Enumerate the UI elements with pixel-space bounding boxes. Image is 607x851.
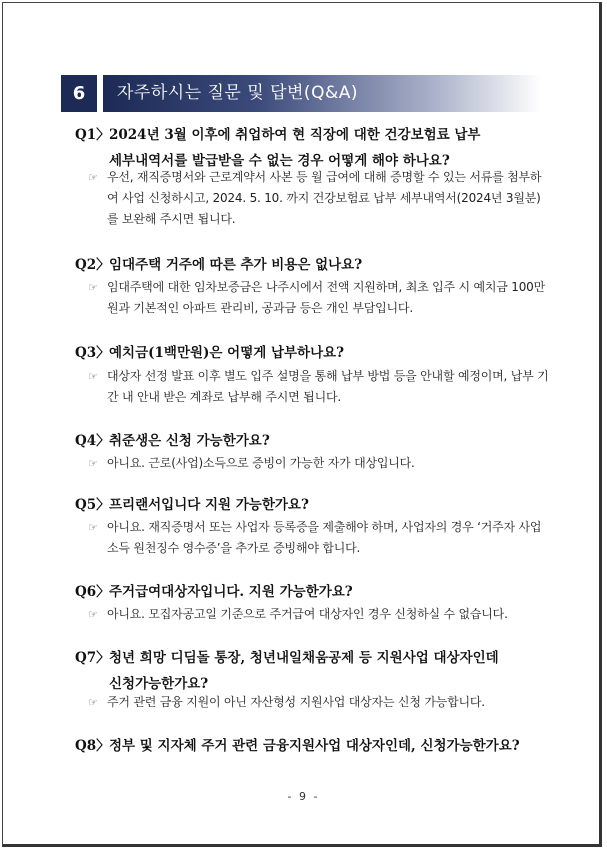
answer-text: 아니요. 모집자공고일 기준으로 주거급여 대상자인 경우 신청하실 수 없습니다. <box>107 607 508 621</box>
question-text-line1: 예치금(1백만원)은 어떻게 납부하나요? <box>109 345 345 361</box>
question-3 <box>75 340 555 366</box>
question-text-line1: 주거급여대상자입니다. 지원 가능한가요? <box>109 584 353 600</box>
answer-5 <box>88 517 550 559</box>
section-number: 6 <box>61 75 97 112</box>
page-number: - 9 - <box>287 790 320 803</box>
question-4 <box>75 428 555 454</box>
question-number: Q7〉 <box>75 650 110 666</box>
question-text-line1: 임대주택 거주에 따른 추가 비용은 없나요? <box>109 257 363 273</box>
question-number: Q2〉 <box>75 257 110 273</box>
answer-text: 우선, 재직증명서와 근로계약서 사본 등 월 급여에 대해 증명할 수 있는 서류를 첨부하여 사업 신청하시고, 2024. 5. 10. 까지 건강보험료 납부 세부내역서(2024년 3월분)를 보완해 주시면 됩니다. <box>107 170 542 226</box>
answer-6 <box>88 604 550 625</box>
answer-3 <box>88 366 550 408</box>
pointing-hand-icon: ☞ <box>88 696 98 709</box>
section-title: 자주하시는 질문 및 답변(Q&A) <box>117 83 358 103</box>
answer-7 <box>88 692 550 713</box>
question-text-line1: 정부 및 지자체 주거 관련 금융지원사업 대상자인데, 신청가능한가요? <box>109 738 520 754</box>
question-8 <box>75 733 555 759</box>
answer-text: 아니요. 재직증명서 또는 사업자 등록증을 제출해야 하며, 사업자의 경우 ‘거주자 사업소득 원천징수 영수증’을 추가로 증빙해야 합니다. <box>107 520 542 555</box>
pointing-hand-icon: ☞ <box>88 370 98 383</box>
pointing-hand-icon: ☞ <box>88 521 98 534</box>
question-number: Q1〉 <box>75 127 110 143</box>
question-number: Q4〉 <box>75 433 110 449</box>
pointing-hand-icon: ☞ <box>88 608 98 621</box>
pointing-hand-icon: ☞ <box>88 171 98 184</box>
question-text-line1: 청년 희망 디딤돌 통장, 청년내일채움공제 등 지원사업 대상자인데 <box>109 650 499 666</box>
question-number: Q6〉 <box>75 584 110 600</box>
question-2 <box>75 252 555 278</box>
question-text-line1: 프리랜서입니다 지원 가능한가요? <box>109 497 309 513</box>
pointing-hand-icon: ☞ <box>88 457 98 470</box>
section-header <box>61 75 541 112</box>
question-6 <box>75 579 555 605</box>
answer-1 <box>88 167 550 230</box>
question-number: Q8〉 <box>75 738 110 754</box>
answer-text: 주거 관련 금융 지원이 아닌 자산형성 지원사업 대상자는 신청 가능합니다. <box>107 695 485 709</box>
answer-4 <box>88 453 550 474</box>
pointing-hand-icon: ☞ <box>88 281 98 294</box>
question-text-line2: 신청가능한가요? <box>109 676 209 692</box>
question-text-line2: 세부내역서를 발급받을 수 없는 경우 어떻게 해야 하나요? <box>109 153 450 169</box>
answer-text: 아니요. 근로(사업)소득으로 증빙이 가능한 자가 대상입니다. <box>107 456 415 470</box>
question-number: Q5〉 <box>75 497 110 513</box>
question-text-line1: 취준생은 신청 가능한가요? <box>109 433 270 449</box>
answer-text: 대상자 선정 발표 이후 별도 입주 설명을 통해 납부 방법 등을 안내할 예정이며, 납부 기간 내 안내 받은 계좌로 납부해 주시면 됩니다. <box>107 369 549 404</box>
question-text-line1: 2024년 3월 이후에 취업하여 현 직장에 대한 건강보험료 납부 <box>109 127 481 143</box>
answer-2 <box>88 277 550 319</box>
answer-text: 임대주택에 대한 임차보증금은 나주시에서 전액 지원하며, 최초 입주 시 예치금 100만원과 기본적인 아파트 관리비, 공과금 등은 개인 부담입니다. <box>107 280 546 315</box>
question-number: Q3〉 <box>75 345 110 361</box>
question-7 <box>75 645 555 697</box>
question-5 <box>75 492 555 518</box>
